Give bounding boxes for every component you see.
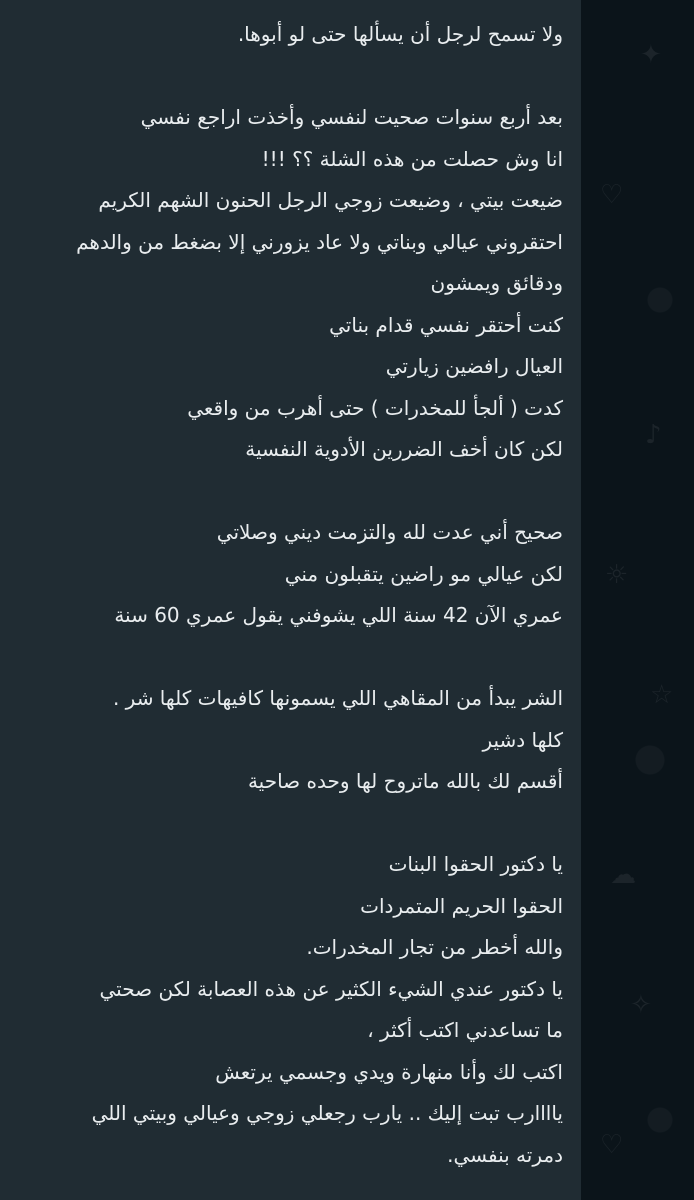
message-line: لكن كان أخف الضررين الأدوية النفسية <box>245 437 563 461</box>
message-text <box>12 14 563 1176</box>
cloud-doodle-icon: ☁ <box>610 860 636 890</box>
message-line: الحقوا الحريم المتمردات <box>360 893 563 918</box>
message-line: بعد أربع سنوات صحيت لنفسي وأخذت اراجع نفسي <box>140 105 563 129</box>
message-line: صحيح أني عدت لله والتزمت ديني وصلاتي <box>216 520 563 544</box>
star-doodle-icon: ✧ <box>630 990 652 1020</box>
message-line: احتقروني عيالي وبناتي ولا عاد يزورني إلا بضغط من والدهم <box>76 229 563 254</box>
heart-doodle-icon: ♡ <box>600 1130 624 1160</box>
blank-line <box>12 471 563 513</box>
message-line: اكتب لك وأنا منهارة ويدي وجسمي يرتعش <box>215 1059 563 1084</box>
heart-doodle-icon: ♡ <box>600 180 624 210</box>
message-line: والله أخطر من تجار المخدرات. <box>306 935 563 959</box>
message-line: ودقائق ويمشون <box>430 271 563 295</box>
message-line: الشر يبدأ من المقاهي اللي يسمونها كافيهات كلها شر . <box>112 686 563 710</box>
message-line: ما تساعدني اكتب أكثر ، <box>367 1018 563 1042</box>
message-line: كدت ( ألجأ للمخدرات ) حتى أهرب من واقعي <box>187 395 563 420</box>
sun-doodle-icon: ☼ <box>605 560 629 590</box>
message-line: يا دكتور الحقوا البنات <box>388 852 563 876</box>
star-doodle-icon: ✦ <box>640 40 662 70</box>
message-line: انا وش حصلت من هذه الشلة ؟؟ !!! <box>261 146 563 171</box>
message-line: العيال رافضين زيارتي <box>385 354 563 378</box>
message-line: دمرته بنفسي. <box>447 1142 563 1167</box>
blank-line <box>12 803 563 845</box>
star-doodle-icon: ☆ <box>650 680 674 710</box>
message-line: ولا تسمح لرجل أن يسألها حتى لو أبوها. <box>237 22 563 46</box>
message-line: ياااارب تبت إليك .. يارب رجعلي زوجي وعيالي وبيتي اللي <box>91 1101 563 1125</box>
message-line: لكن عيالي مو راضين يتقبلون مني <box>284 561 563 586</box>
message-line: كلها دشير <box>482 727 563 752</box>
blank-line <box>12 56 563 98</box>
message-line: أقسم لك بالله ماتروح لها وحده صاحية <box>247 769 563 793</box>
message-line: يا دكتور عندي الشيء الكثير عن هذه العصابة لكن صحتي <box>99 976 563 1001</box>
message-line: كنت أحتقر نفسي قدام بناتي <box>329 312 563 337</box>
blank-line <box>12 637 563 679</box>
message-line: عمري الآن 42 سنة اللي يشوفني يقول عمري 60 سنة <box>114 603 563 627</box>
message-line: ضيعت بيتي ، وضيعت زوجي الرجل الحنون الشهم الكريم <box>98 188 563 212</box>
music-doodle-icon: ♪ <box>645 420 662 450</box>
